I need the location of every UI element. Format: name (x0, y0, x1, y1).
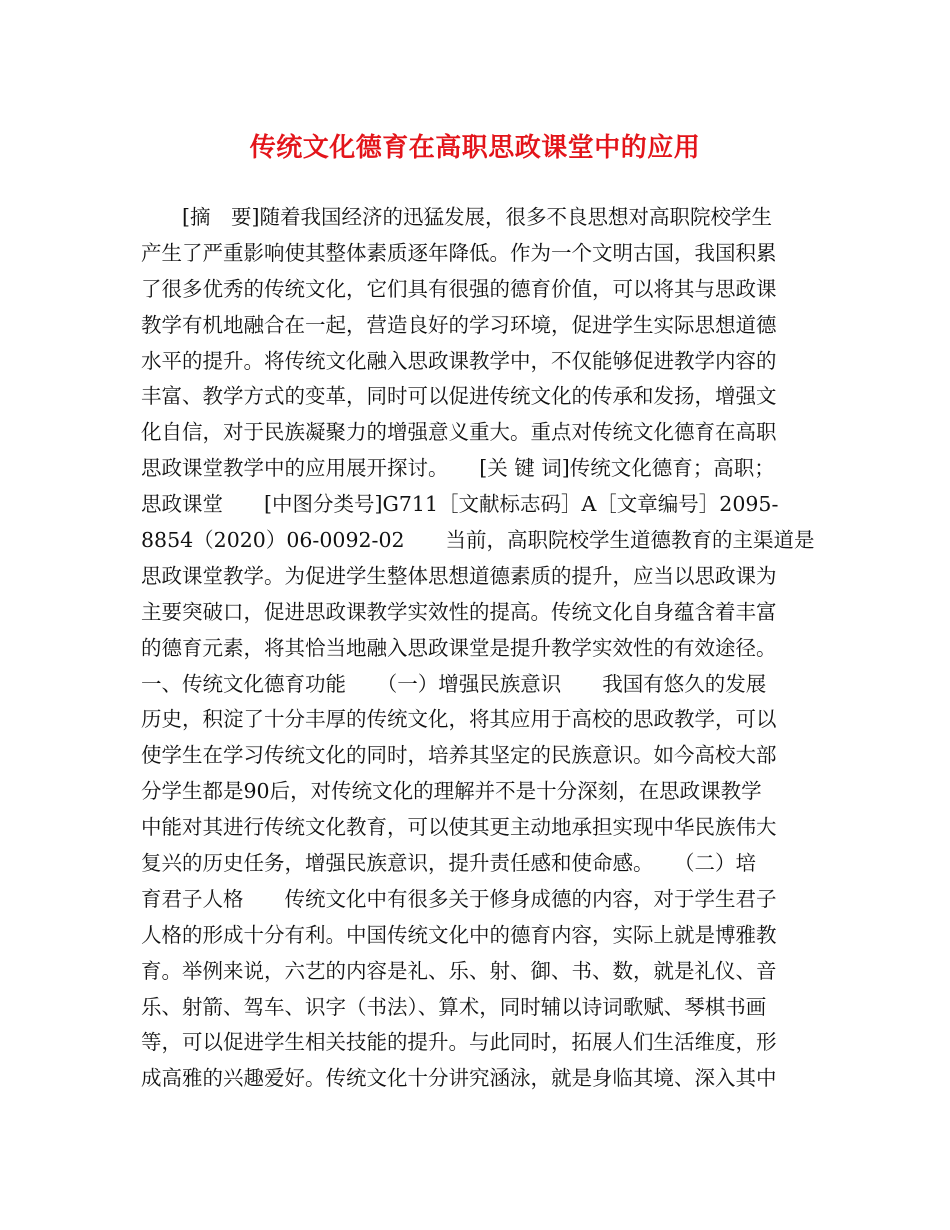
body-line: 育。举例来说，六艺的内容是礼、乐、射、御、书、数，就是礼仪、音 (141, 958, 777, 983)
body-line: 主要突破口，促进思政课教学实效性的提高。传统文化自身蕴含着丰富 (141, 599, 777, 624)
body-line: 人格的形成十分有利。中国传统文化中的德育内容，实际上就是博雅教 (141, 922, 777, 947)
body-line: [摘 要]随着我国经济的迅猛发展，很多不良思想对高职院校学生 (141, 205, 772, 229)
article-body (141, 200, 821, 1097)
body-line: 历史，积淀了十分丰厚的传统文化，将其应用于高校的思政教学，可以 (141, 707, 777, 732)
body-line: 化自信，对于民族凝聚力的增强意义重大。重点对传统文化德育在高职 (141, 420, 777, 445)
body-line: 思政课堂教学。为促进学生整体思想道德素质的提升，应当以思政课为 (141, 563, 777, 588)
body-line: 水平的提升。将传统文化融入思政课教学中，不仅能够促进教学内容的 (141, 348, 777, 373)
body-line: 分学生都是90后，对传统文化的理解并不是十分深刻，在思政课教学 (141, 779, 762, 804)
body-line: 思政课堂 [中图分类号]G711［文献标志码］A［文章编号］2095- (141, 492, 779, 517)
body-line: 丰富、教学方式的变革，同时可以促进传统文化的传承和发扬，增强文 (141, 384, 777, 409)
body-line: 复兴的历史任务，增强民族意识，提升责任感和使命感。 （二）培 (141, 851, 756, 876)
body-line: 的德育元素，将其恰当地融入思政课堂是提升教学实效性的有效途径。 (141, 635, 777, 660)
body-line: 教学有机地融合在一起，营造良好的学习环境，促进学生实际思想道德 (141, 312, 777, 337)
body-line: 成高雅的兴趣爱好。传统文化十分讲究涵泳，就是身临其境、深入其中 (141, 1066, 777, 1091)
body-line: 思政课堂教学中的应用展开探讨。 [关 键 词]传统文化德育；高职； (141, 456, 775, 481)
body-line: 8854（2020）06-0092-02 当前，高职院校学生道德教育的主渠道是 (141, 528, 815, 553)
body-line: 一、传统文化德育功能 （一）增强民族意识 我国有悠久的发展 (141, 671, 767, 696)
body-line: 等，可以促进学生相关技能的提升。与此同时，拓展人们生活维度，形 (141, 1030, 777, 1055)
article-title: 传统文化德育在高职思政课堂中的应用 (249, 133, 701, 163)
body-line: 中能对其进行传统文化教育，可以使其更主动地承担实现中华民族伟大 (141, 815, 777, 840)
body-line: 了很多优秀的传统文化，它们具有很强的德育价值，可以将其与思政课 (141, 276, 777, 301)
body-line: 使学生在学习传统文化的同时，培养其坚定的民族意识。如今高校大部 (141, 743, 777, 768)
body-line: 产生了严重影响使其整体素质逐年降低。作为一个文明古国，我国积累 (141, 240, 777, 265)
body-line: 育君子人格 传统文化中有很多关于修身成德的内容，对于学生君子 (141, 886, 777, 911)
body-line: 乐、射箭、驾车、识字（书法）、算术，同时辅以诗词歌赋、琴棋书画 (141, 994, 767, 1019)
